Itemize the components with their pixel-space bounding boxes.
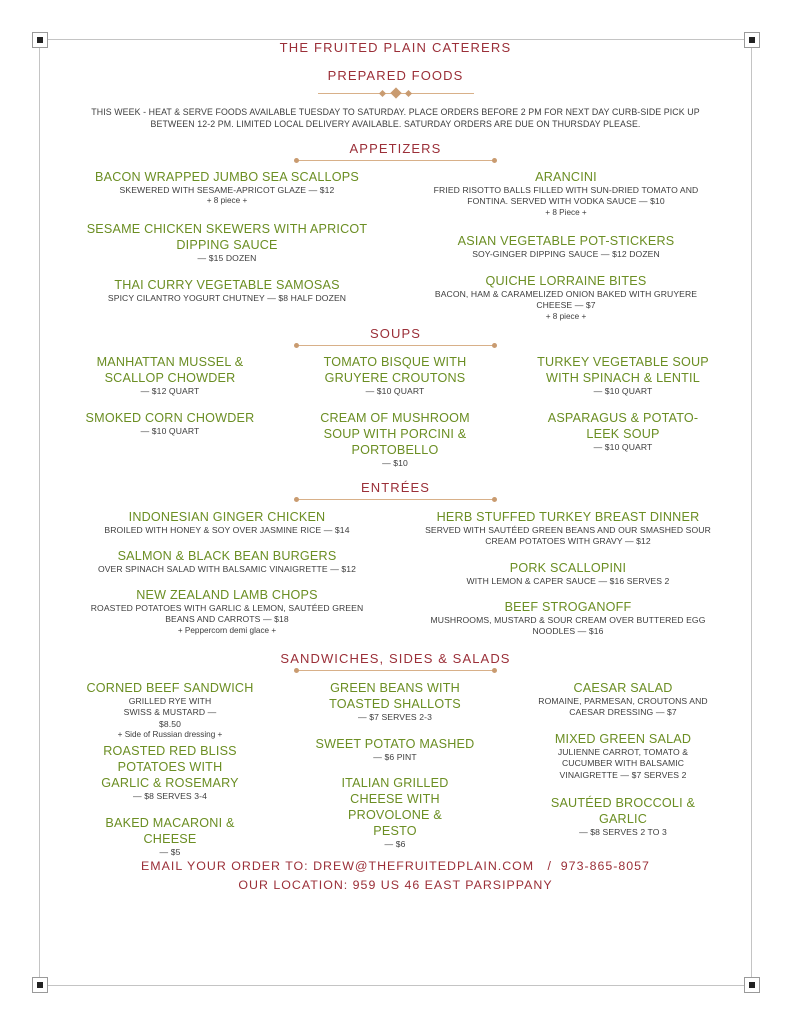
item-name: SESAME CHICKEN SKEWERS WITH APRICOT DIPPING SAUCE xyxy=(86,222,368,252)
item-note: + Peppercorn demi glace + xyxy=(177,625,277,635)
item-name: BAKED MACARONI & CHEESE xyxy=(105,816,235,846)
item-note: + Side of Russian dressing + xyxy=(117,730,223,740)
item-note: + 8 Piece + xyxy=(545,207,587,217)
soup-item xyxy=(310,410,480,469)
frame-corner-bottom-right xyxy=(744,977,760,993)
item-name: SAUTÉED BROCCOLI & GARLIC xyxy=(550,796,696,826)
item-name: ARANCINI xyxy=(535,170,597,184)
appetizers-heading: APPETIZERS xyxy=(349,141,442,156)
company-name: THE FRUITED PLAIN CATERERS xyxy=(279,40,512,55)
item-name: CREAM OF MUSHROOM SOUP WITH PORCINI & PORTOBELLO xyxy=(320,411,470,457)
entree-item xyxy=(80,509,374,536)
footer-location-line: OUR LOCATION: 959 US 46 EAST PARSIPPANY xyxy=(238,878,553,892)
item-description: JULIENNE CARROT, TOMATO & CUCUMBER WITH BALSAMIC VINAIGRETTE — $7 SERVES 2 xyxy=(557,747,689,780)
frame-left-line xyxy=(39,48,40,977)
sandwich-item xyxy=(78,680,262,741)
item-name: MIXED GREEN SALAD xyxy=(554,732,692,746)
appetizer-item xyxy=(423,233,709,260)
sandwich-item xyxy=(305,736,485,763)
intro-text: THIS WEEK - HEAT & SERVE FOODS AVAILABLE TUESDAY TO SATURDAY. PLACE ORDERS BEFORE 2 PM FOR NEXT DAY CURB-SIDE PICK UP BETWEEN 12-2 PM. LIMITED LOCAL DELIVERY AVAILABLE. SATURDAY ORDERS ARE DUE ON THURSDAY PLEASE. xyxy=(91,107,700,129)
sandwich-item xyxy=(530,680,716,719)
soup-item xyxy=(305,354,485,397)
entree-item xyxy=(88,587,366,636)
item-description: SKEWERED WITH SESAME-APRICOT GLAZE — $12 xyxy=(119,185,335,195)
item-name: SWEET POTATO MASHED xyxy=(315,737,475,751)
appetizer-item xyxy=(430,273,702,322)
footer-email-line: EMAIL YOUR ORDER TO: DREW@THEFRUITEDPLAIN.COM / 973-865-8057 xyxy=(141,859,650,873)
appetizer-item xyxy=(80,169,374,207)
item-description: BROILED WITH HONEY & SOY OVER JASMINE RICE — $14 xyxy=(104,525,350,535)
item-name: ASIAN VEGETABLE POT-STICKERS xyxy=(457,234,675,248)
item-name: TOMATO BISQUE WITH GRUYERE CROUTONS xyxy=(323,355,467,385)
item-description: — $15 DOZEN xyxy=(197,253,257,263)
item-description: SERVED WITH SAUTÉED GREEN BEANS AND OUR SMASHED SOUR CREAM POTATOES WITH GRAVY — $12 xyxy=(425,525,711,547)
item-description: WITH LEMON & CAPER SAUCE — $16 SERVES 2 xyxy=(466,576,670,586)
soup-item xyxy=(70,410,270,437)
appetizer-item xyxy=(80,277,374,304)
item-name: BACON WRAPPED JUMBO SEA SCALLOPS xyxy=(95,170,359,184)
item-description: ROASTED POTATOES WITH GARLIC & LEMON, SAUTÉED GREEN BEANS AND CARROTS — $18 xyxy=(90,603,364,625)
sandwich-item xyxy=(95,743,245,802)
entree-item xyxy=(423,560,713,587)
entree-item xyxy=(423,599,713,638)
sandwich-item xyxy=(540,795,706,838)
entree-item xyxy=(80,548,374,575)
item-name: ITALIAN GRILLED CHEESE WITH PROVOLONE & PESTO xyxy=(341,776,449,838)
item-name: SALMON & BLACK BEAN BURGERS xyxy=(117,549,337,563)
item-name: PORK SCALLOPINI xyxy=(509,561,627,575)
item-name: ASPARAGUS & POTATO-LEEK SOUP xyxy=(547,411,699,441)
item-note: + 8 piece + xyxy=(545,311,587,321)
item-note: + 8 piece + xyxy=(206,196,248,206)
item-description: ROMAINE, PARMESAN, CROUTONS AND CAESAR DRESSING — $7 xyxy=(538,696,708,718)
item-description: — $7 SERVES 2-3 xyxy=(358,712,432,722)
item-description: — $10 QUART xyxy=(593,442,653,452)
item-name: THAI CURRY VEGETABLE SAMOSAS xyxy=(114,278,340,292)
frame-corner-bottom-left xyxy=(32,977,48,993)
item-description: OVER SPINACH SALAD WITH BALSAMIC VINAIGRETTE — $12 xyxy=(97,564,357,574)
item-name: CAESAR SALAD xyxy=(573,681,673,695)
entree-item xyxy=(423,509,713,548)
item-name: TURKEY VEGETABLE SOUP WITH SPINACH & LENTIL xyxy=(537,355,709,385)
entrees-heading: ENTRÉES xyxy=(360,480,431,495)
frame-bottom-line xyxy=(48,985,744,986)
sandwich-item xyxy=(535,731,711,781)
sandwich-item xyxy=(100,815,240,858)
sandwich-item xyxy=(305,775,485,850)
item-name: NEW ZEALAND LAMB CHOPS xyxy=(136,588,318,602)
prepared-foods-title: PREPARED FOODS xyxy=(327,68,464,83)
item-name: CORNED BEEF SANDWICH xyxy=(86,681,254,695)
frame-right-line xyxy=(751,48,752,977)
item-name: BEEF STROGANOFF xyxy=(504,600,632,614)
soups-heading: SOUPS xyxy=(369,326,421,341)
item-description: — $6 xyxy=(384,839,406,849)
sandwich-item xyxy=(310,680,480,723)
item-name: ROASTED RED BLISS POTATOES WITH GARLIC & ROSEMARY xyxy=(101,744,239,790)
item-name: INDONESIAN GINGER CHICKEN xyxy=(128,510,326,524)
item-description: — $10 QUART xyxy=(365,386,425,396)
appetizer-item xyxy=(82,221,372,264)
item-name: HERB STUFFED TURKEY BREAST DINNER xyxy=(436,510,700,524)
item-name: MANHATTAN MUSSEL & SCALLOP CHOWDER xyxy=(96,355,244,385)
soup-item xyxy=(80,354,260,397)
appetizer-item xyxy=(423,169,709,218)
item-description: MUSHROOMS, MUSTARD & SOUR CREAM OVER BUTTERED EGG NOODLES — $16 xyxy=(430,615,706,637)
item-description: SPICY CILANTRO YOGURT CHUTNEY — $8 HALF DOZEN xyxy=(107,293,347,303)
item-description: — $12 QUART xyxy=(140,386,200,396)
item-description: SOY-GINGER DIPPING SAUCE — $12 DOZEN xyxy=(472,249,660,259)
item-description: — $5 xyxy=(159,847,181,857)
item-name: SMOKED CORN CHOWDER xyxy=(85,411,255,425)
item-description: FRIED RISOTTO BALLS FILLED WITH SUN-DRIED TOMATO AND FONTINA. SERVED WITH VODKA SAUCE — $10 xyxy=(433,185,699,207)
item-description: — $10 QUART xyxy=(140,426,200,436)
item-description: — $8 SERVES 3-4 xyxy=(133,791,207,801)
item-description: — $8 SERVES 2 TO 3 xyxy=(579,827,667,837)
item-description: BACON, HAM & CARAMELIZED ONION BAKED WITH GRUYERE CHEESE — $7 xyxy=(434,289,698,311)
item-description: GRILLED RYE WITH SWISS & MUSTARD — $8.50 xyxy=(123,696,217,729)
soup-item xyxy=(545,410,701,453)
soup-item xyxy=(525,354,721,397)
item-description: — $10 QUART xyxy=(593,386,653,396)
item-description: — $10 xyxy=(382,458,408,468)
sandwiches-heading: SANDWICHES, SIDES & SALADS xyxy=(280,651,511,666)
item-name: GREEN BEANS WITH TOASTED SHALLOTS xyxy=(329,681,461,711)
item-name: QUICHE LORRAINE BITES xyxy=(485,274,647,288)
item-description: — $6 PINT xyxy=(373,752,417,762)
